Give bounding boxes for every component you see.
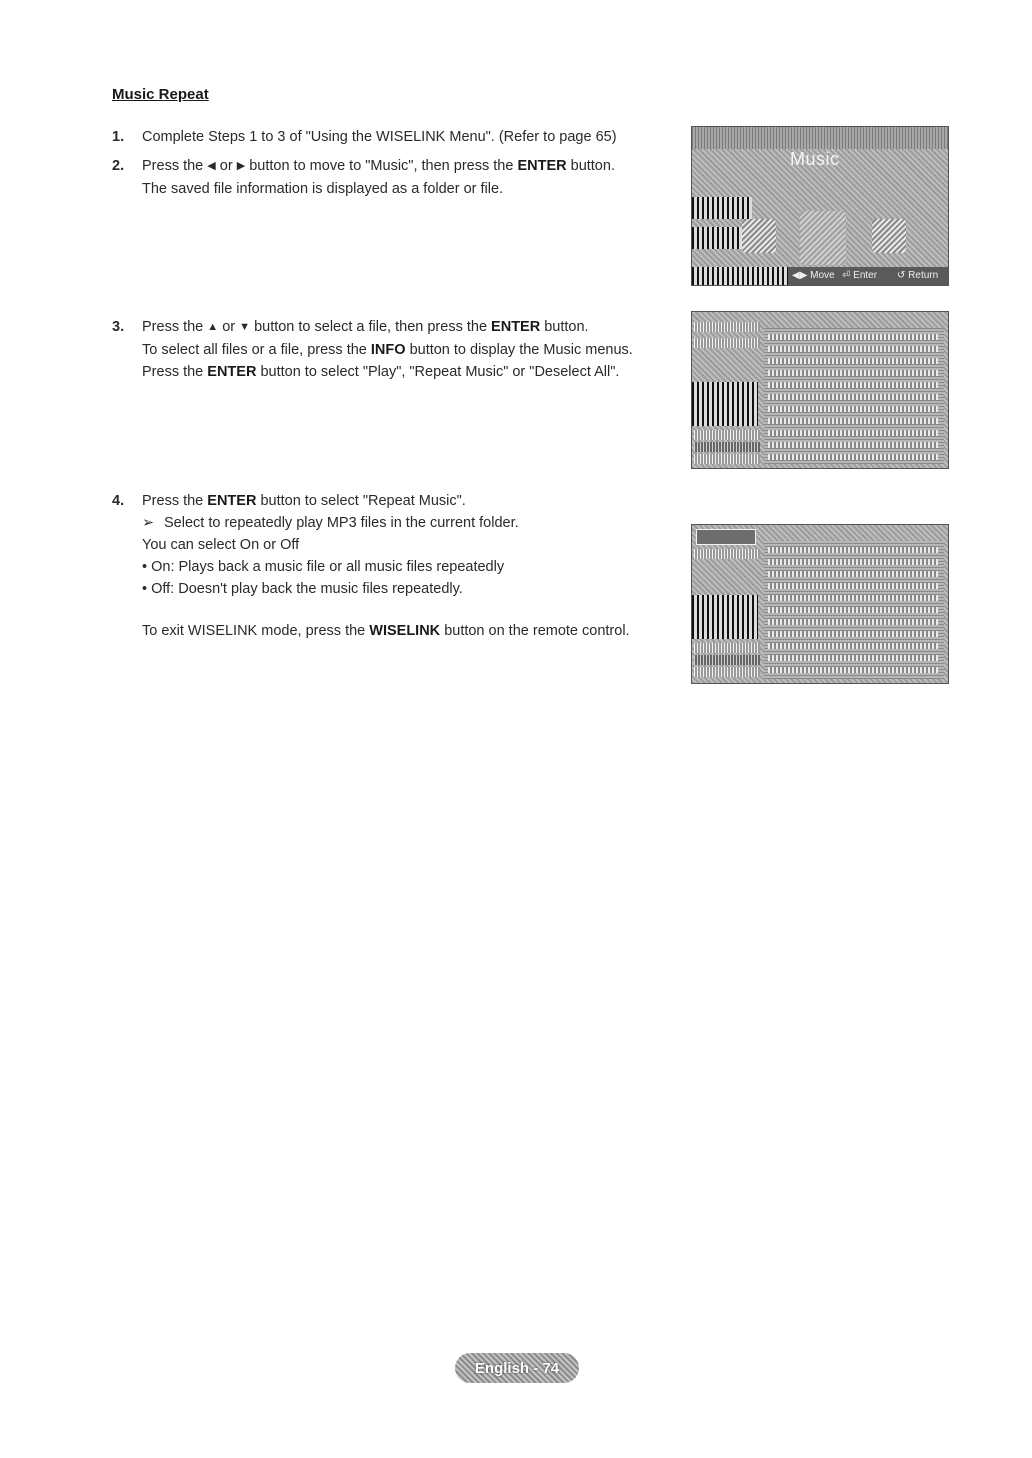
file-row (768, 595, 938, 601)
bullet-off: • Off: Doesn't play back the music files repeatedly. (142, 581, 463, 597)
photo-tile-icon (742, 219, 776, 253)
step-number: 2. (112, 158, 125, 174)
step-description (142, 339, 633, 361)
side-menu-item-selected (694, 655, 760, 665)
step-text (142, 155, 615, 178)
file-row (768, 334, 938, 340)
enter-keyword: ENTER (207, 493, 257, 509)
file-row (768, 418, 938, 424)
note-line: You can select On or Off (142, 537, 300, 553)
file-row (768, 571, 938, 577)
step-1 (112, 126, 617, 148)
side-menu-item (694, 338, 760, 348)
enter-keyword: ENTER (491, 319, 541, 335)
step-number: 1. (112, 129, 125, 145)
step-number: 3. (112, 319, 125, 335)
side-menu-item (694, 322, 760, 332)
screenshot-music-list (691, 311, 949, 469)
note-line (142, 512, 630, 534)
text-fragment: Press the (142, 158, 204, 174)
file-row (768, 547, 938, 553)
note-text: Select to repeatedly play MP3 files in the current folder. (164, 515, 519, 531)
file-row (768, 559, 938, 565)
bullet-on: • On: Plays back a music file or all music files repeatedly (142, 559, 505, 575)
file-row (768, 643, 938, 649)
repeat-popup (696, 529, 756, 545)
text-fragment: button. (570, 158, 615, 174)
music-tile-icon (800, 211, 846, 265)
file-list-panel (764, 328, 944, 464)
info-keyword: INFO (370, 342, 406, 358)
setup-tile-icon (872, 219, 906, 253)
enter-keyword: ENTER (207, 364, 257, 380)
side-menu-item (694, 430, 760, 440)
wiselink-keyword: WISELINK (369, 623, 441, 639)
exit-instruction (142, 620, 630, 642)
screenshot-wiselink-menu (691, 126, 949, 286)
step-2 (112, 155, 615, 200)
file-row (768, 382, 938, 388)
file-row (768, 430, 938, 436)
text-fragment: To exit WISELINK mode, press the (142, 623, 366, 639)
text-fragment: Press the (142, 364, 204, 380)
file-row (768, 667, 938, 673)
page-footer-badge: English - 74 (455, 1353, 579, 1383)
noise-band (692, 382, 758, 426)
section-heading: Music Repeat (112, 86, 209, 103)
enter-keyword: ENTER (517, 158, 567, 174)
file-list-panel (764, 541, 944, 679)
file-row (768, 583, 938, 589)
file-row (768, 607, 938, 613)
left-arrow-icon: ◀ (207, 160, 216, 172)
text-fragment: Press the (142, 493, 204, 509)
text-fragment: button on the remote control. (444, 623, 630, 639)
step-description: The saved file information is displayed as a folder or file. (142, 181, 504, 197)
note-arrow-icon: ➢ (142, 515, 155, 531)
file-row (768, 346, 938, 352)
text-fragment: or (222, 319, 236, 335)
step-number: 4. (112, 493, 125, 509)
right-arrow-icon: ▶ (236, 160, 246, 172)
file-row (768, 370, 938, 376)
enter-hint: ⏎ Enter (842, 270, 878, 281)
side-menu-item (694, 667, 760, 677)
side-menu-item (694, 549, 760, 559)
noise-band (692, 595, 758, 639)
text-fragment: button to select "Repeat Music". (260, 493, 466, 509)
step-text: Complete Steps 1 to 3 of "Using the WISELINK Menu". (Refer to page 65) (142, 129, 617, 145)
file-row (768, 442, 938, 448)
return-hint: ↺ Return (897, 270, 939, 281)
file-row (768, 454, 938, 460)
move-hint: ◀▶ Move (792, 270, 835, 281)
file-row (768, 358, 938, 364)
file-row (768, 394, 938, 400)
text-fragment: button to select a file, then press the (254, 319, 488, 335)
noise-band (692, 197, 752, 219)
file-row (768, 655, 938, 661)
music-title: Music (790, 149, 840, 169)
text-fragment: button to select "Play", "Repeat Music" or "Deselect All". (260, 364, 620, 380)
step-text (142, 316, 633, 339)
text-fragment: button. (544, 319, 589, 335)
file-row (768, 631, 938, 637)
file-row (768, 406, 938, 412)
side-menu-item (694, 454, 760, 464)
up-arrow-icon: ▲ (207, 321, 219, 333)
text-fragment: button to display the Music menus. (409, 342, 633, 358)
text-fragment: Press the (142, 319, 204, 335)
noise-band (692, 267, 788, 285)
screen-header (692, 127, 948, 149)
step-text (142, 490, 630, 512)
screen-footer-bar (692, 267, 948, 285)
screenshot-repeat-music (691, 524, 949, 684)
down-arrow-icon: ▼ (239, 321, 251, 333)
text-fragment: button to move to "Music", then press the (249, 158, 514, 174)
text-fragment: or (219, 158, 233, 174)
step-4 (112, 490, 630, 642)
step-description (142, 361, 633, 383)
file-row (768, 619, 938, 625)
text-fragment: To select all files or a file, press the (142, 342, 367, 358)
side-menu-item (694, 643, 760, 653)
step-3 (112, 316, 633, 383)
side-menu-item-selected (694, 442, 760, 452)
